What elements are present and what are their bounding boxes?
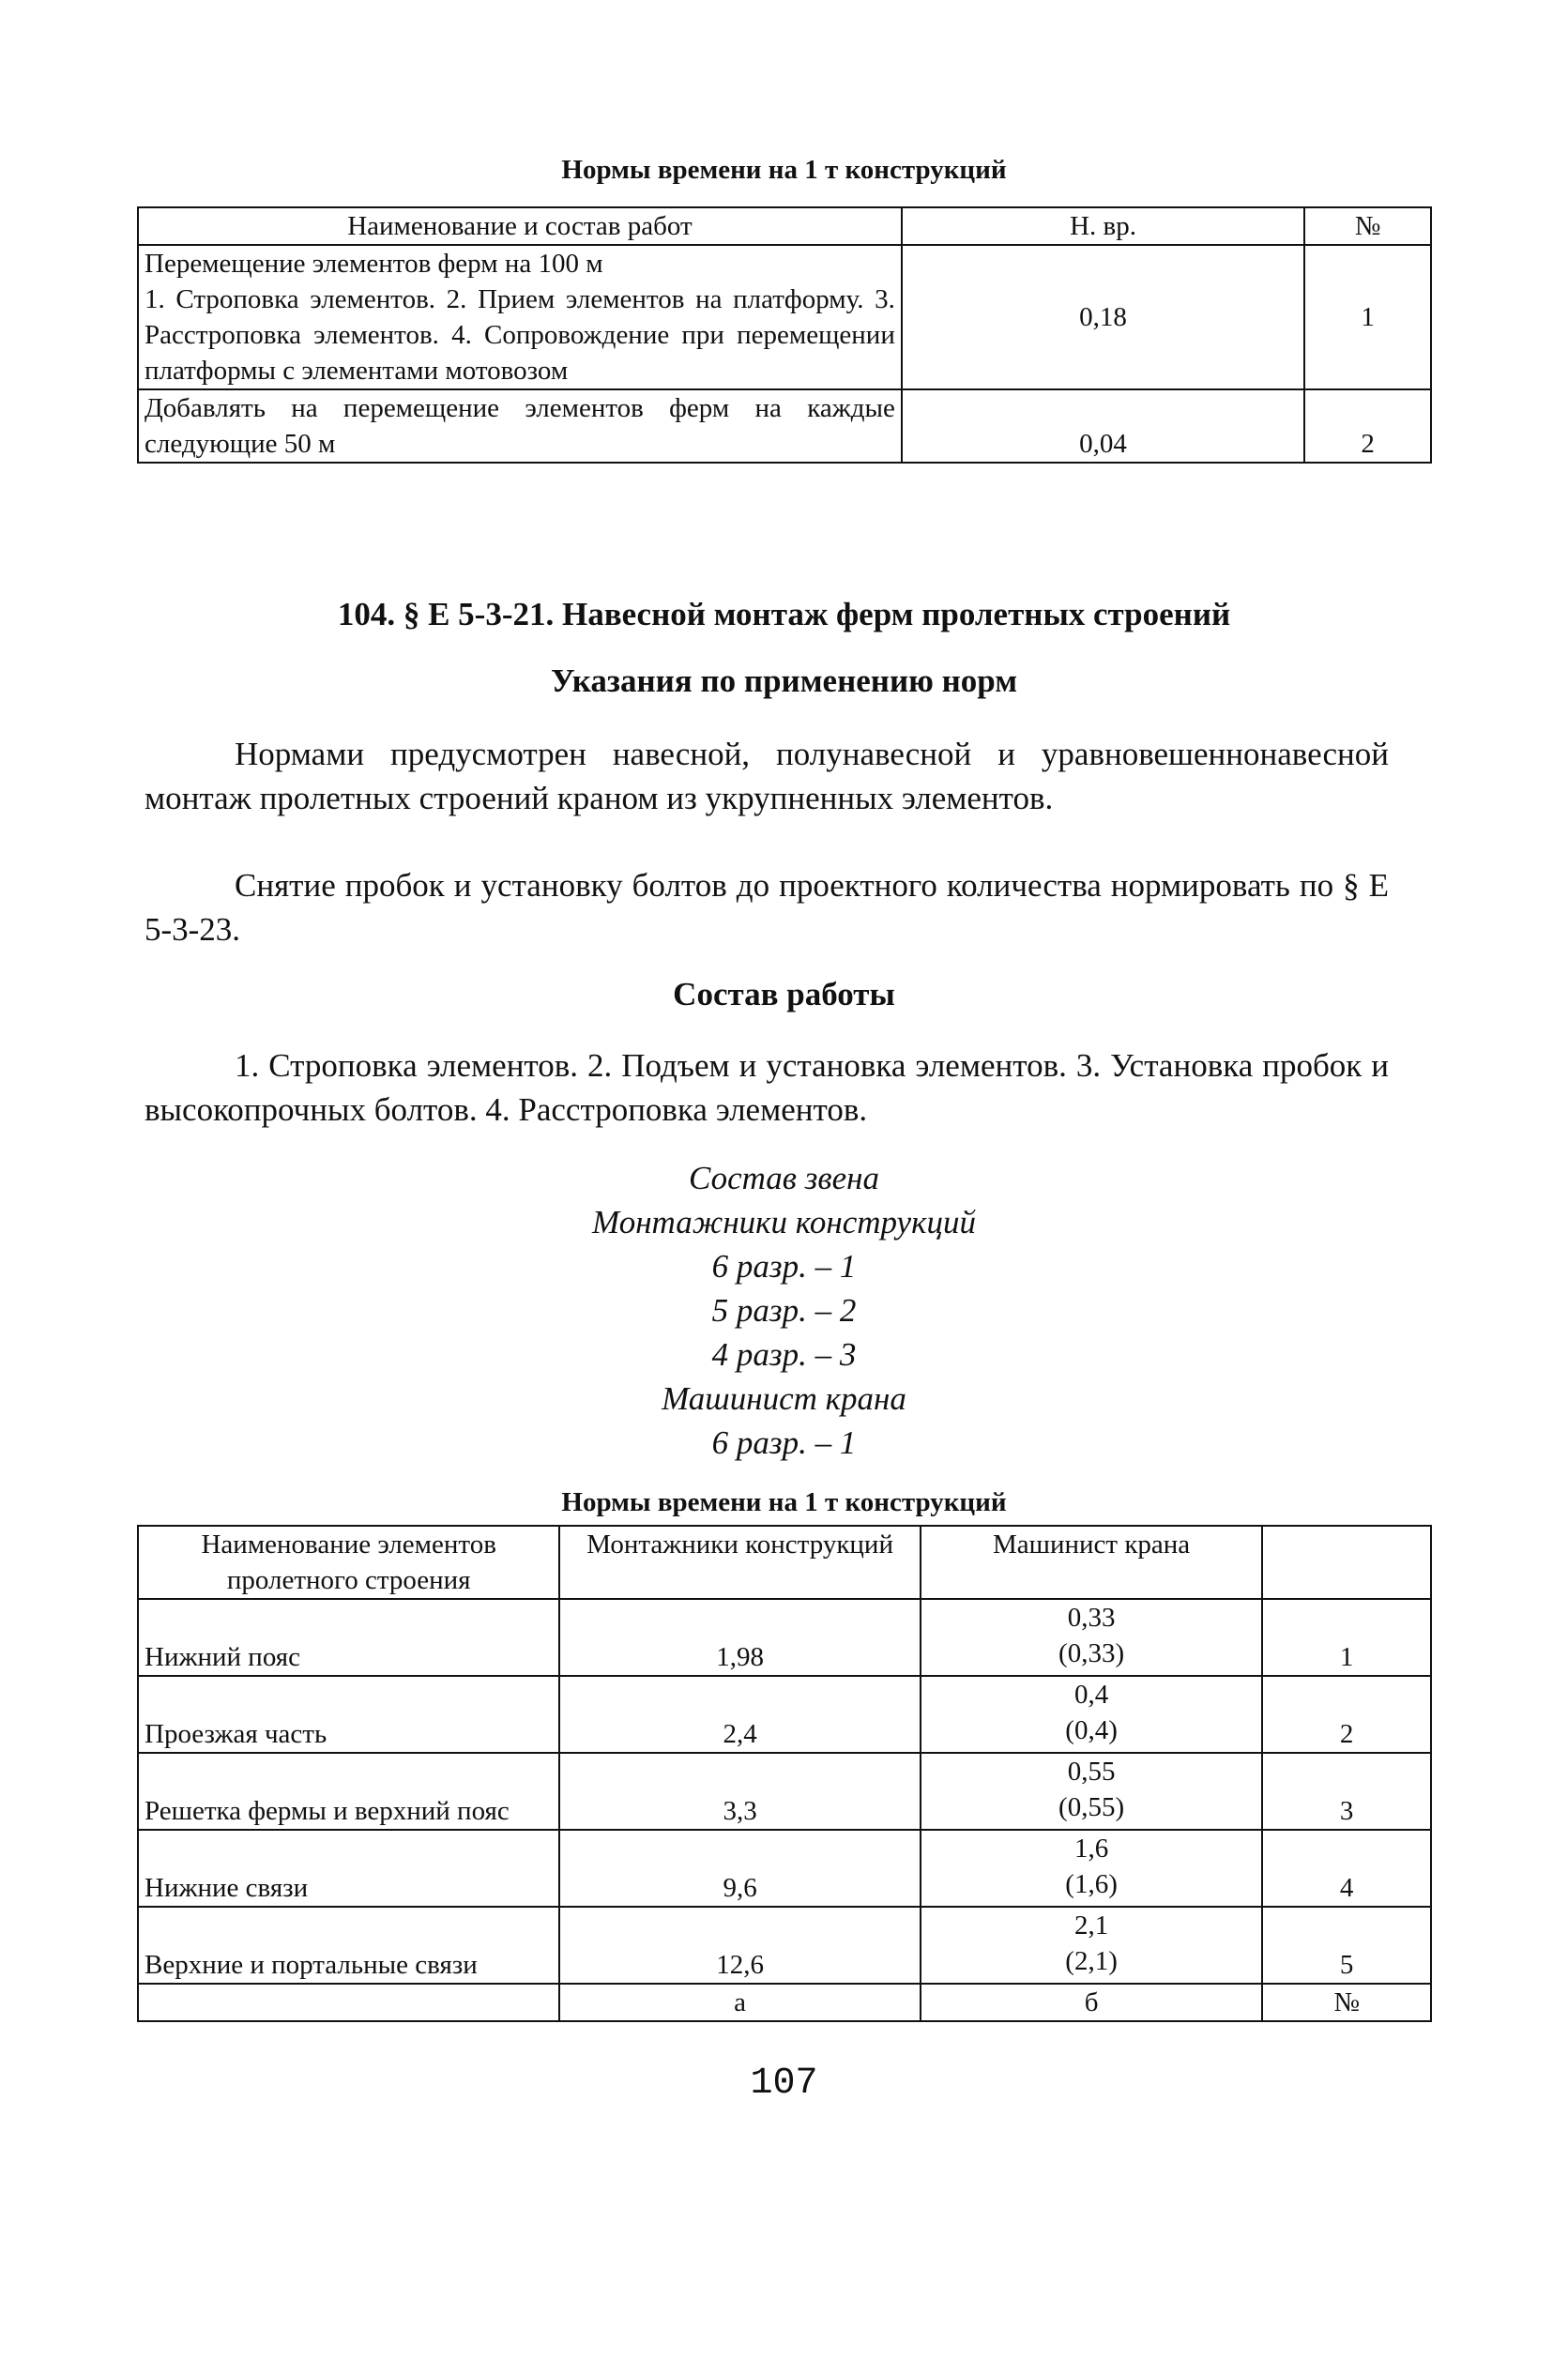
footer-cell-b: б <box>921 1984 1262 2021</box>
crew-grade-line: 6 разр. – 1 <box>711 1248 857 1285</box>
crane-norm <box>921 1676 1262 1753</box>
crane-norm <box>921 1599 1262 1676</box>
crane-norm-bracket: (2,1) <box>1065 1946 1118 1976</box>
row-norm-value: 0,04 <box>902 389 1304 463</box>
row-number: 2 <box>1304 389 1431 463</box>
column-header-number: № <box>1304 207 1431 245</box>
paragraph-norms-scope: Нормами предусмотрен навесной, полунавесной и уравновешеннонавесной монтаж пролетных строений краном из укрупненных элементов. <box>145 736 1389 816</box>
crew-grade-line: 5 разр. – 2 <box>711 1292 857 1329</box>
row-number: 1 <box>1304 245 1431 389</box>
time-norms-table-2 <box>137 1525 1432 2022</box>
table-row <box>138 245 1431 389</box>
table-footer-row <box>138 1984 1431 2021</box>
crane-norm-bracket: (0,33) <box>1058 1638 1125 1668</box>
fitters-norm: 1,98 <box>559 1599 920 1676</box>
crane-norm-bracket: (1,6) <box>1065 1869 1118 1899</box>
crane-norm-value: 0,33 <box>1067 1603 1116 1633</box>
crew-group-crane-operator: Машинист крана <box>662 1380 906 1417</box>
table-header-row <box>138 207 1431 245</box>
footer-cell-number: № <box>1262 1984 1431 2021</box>
row-number: 5 <box>1262 1907 1431 1984</box>
row-number: 1 <box>1262 1599 1431 1676</box>
fitters-norm: 9,6 <box>559 1830 920 1907</box>
footer-cell-a: а <box>559 1984 920 2021</box>
crew-grade-line: 6 разр. – 1 <box>711 1424 857 1461</box>
crane-norm-value: 0,4 <box>1073 1680 1109 1710</box>
column-header-element: Наименование элементов пролетного строения <box>138 1526 559 1599</box>
crew-block <box>0 1156 1568 1465</box>
crane-norm-value: 0,55 <box>1067 1757 1116 1787</box>
fitters-norm: 2,4 <box>559 1676 920 1753</box>
section-subtitle: Указания по применению норм <box>550 662 1018 699</box>
row-text: Добавлять на перемещение элементов ферм на каждые следующие 50 м <box>145 393 895 459</box>
crane-norm-value: 1,6 <box>1073 1834 1109 1864</box>
fitters-norm: 12,6 <box>559 1907 920 1984</box>
table-row <box>138 1830 1431 1907</box>
table-header-row <box>138 1526 1431 1599</box>
crane-norm-bracket: (0,4) <box>1065 1715 1118 1745</box>
crane-norm <box>921 1753 1262 1830</box>
paragraph-bolts: Снятие пробок и установку болтов до проектного количества нормировать по § Е 5-3-23. <box>145 867 1389 948</box>
table2-caption: Нормы времени на 1 т конструкций <box>561 1487 1007 1517</box>
row-norm-value: 0,18 <box>902 245 1304 389</box>
column-header-name: Наименование и состав работ <box>138 207 902 245</box>
time-norms-table-1 <box>137 206 1432 464</box>
column-header-norm: Н. вр. <box>902 207 1304 245</box>
work-composition-title: Состав работы <box>673 976 895 1012</box>
row-description <box>138 245 902 389</box>
crane-norm-value: 2,1 <box>1073 1910 1109 1940</box>
crane-norm <box>921 1830 1262 1907</box>
crane-norm <box>921 1907 1262 1984</box>
crew-title: Состав звена <box>688 1160 879 1196</box>
row-description <box>138 389 902 463</box>
element-name: Нижний пояс <box>138 1599 559 1676</box>
element-name: Верхние и портальные связи <box>138 1907 559 1984</box>
page-number: 107 <box>750 2062 818 2105</box>
table-row <box>138 1599 1431 1676</box>
work-composition-text: 1. Строповка элементов. 2. Подъем и установка элементов. 3. Установка пробок и высокопрочных болтов. 4. Расстроповка элементов. <box>145 1047 1389 1128</box>
table1-caption: Нормы времени на 1 т конструкций <box>561 155 1007 185</box>
row-text: 1. Строповка элементов. 2. Прием элементов на платформу. 3. Расстроповка элементов. 4. Сопровождение при перемещении платформы с элементами мотовозом <box>145 284 895 386</box>
row-number: 2 <box>1262 1676 1431 1753</box>
element-name: Решетка фермы и верхний пояс <box>138 1753 559 1830</box>
column-header-fitters: Монтажники конструкций <box>559 1526 920 1599</box>
crane-norm-bracket: (0,55) <box>1058 1792 1125 1822</box>
fitters-norm: 3,3 <box>559 1753 920 1830</box>
element-name: Проезжая часть <box>138 1676 559 1753</box>
element-name: Нижние связи <box>138 1830 559 1907</box>
footer-cell-empty <box>138 1984 559 2021</box>
column-header-crane-operator: Машинист крана <box>921 1526 1262 1599</box>
crew-group-fitters: Монтажники конструкций <box>592 1204 976 1240</box>
section-title: 104. § Е 5-3-21. Навесной монтаж ферм пролетных строений <box>337 596 1231 632</box>
table-row <box>138 389 1431 463</box>
row-title: Перемещение элементов ферм на 100 м <box>145 249 603 279</box>
row-number: 4 <box>1262 1830 1431 1907</box>
table-row <box>138 1753 1431 1830</box>
table-row <box>138 1907 1431 1984</box>
table-row <box>138 1676 1431 1753</box>
column-header-empty <box>1262 1526 1431 1599</box>
crew-grade-line: 4 разр. – 3 <box>711 1336 857 1373</box>
row-number: 3 <box>1262 1753 1431 1830</box>
